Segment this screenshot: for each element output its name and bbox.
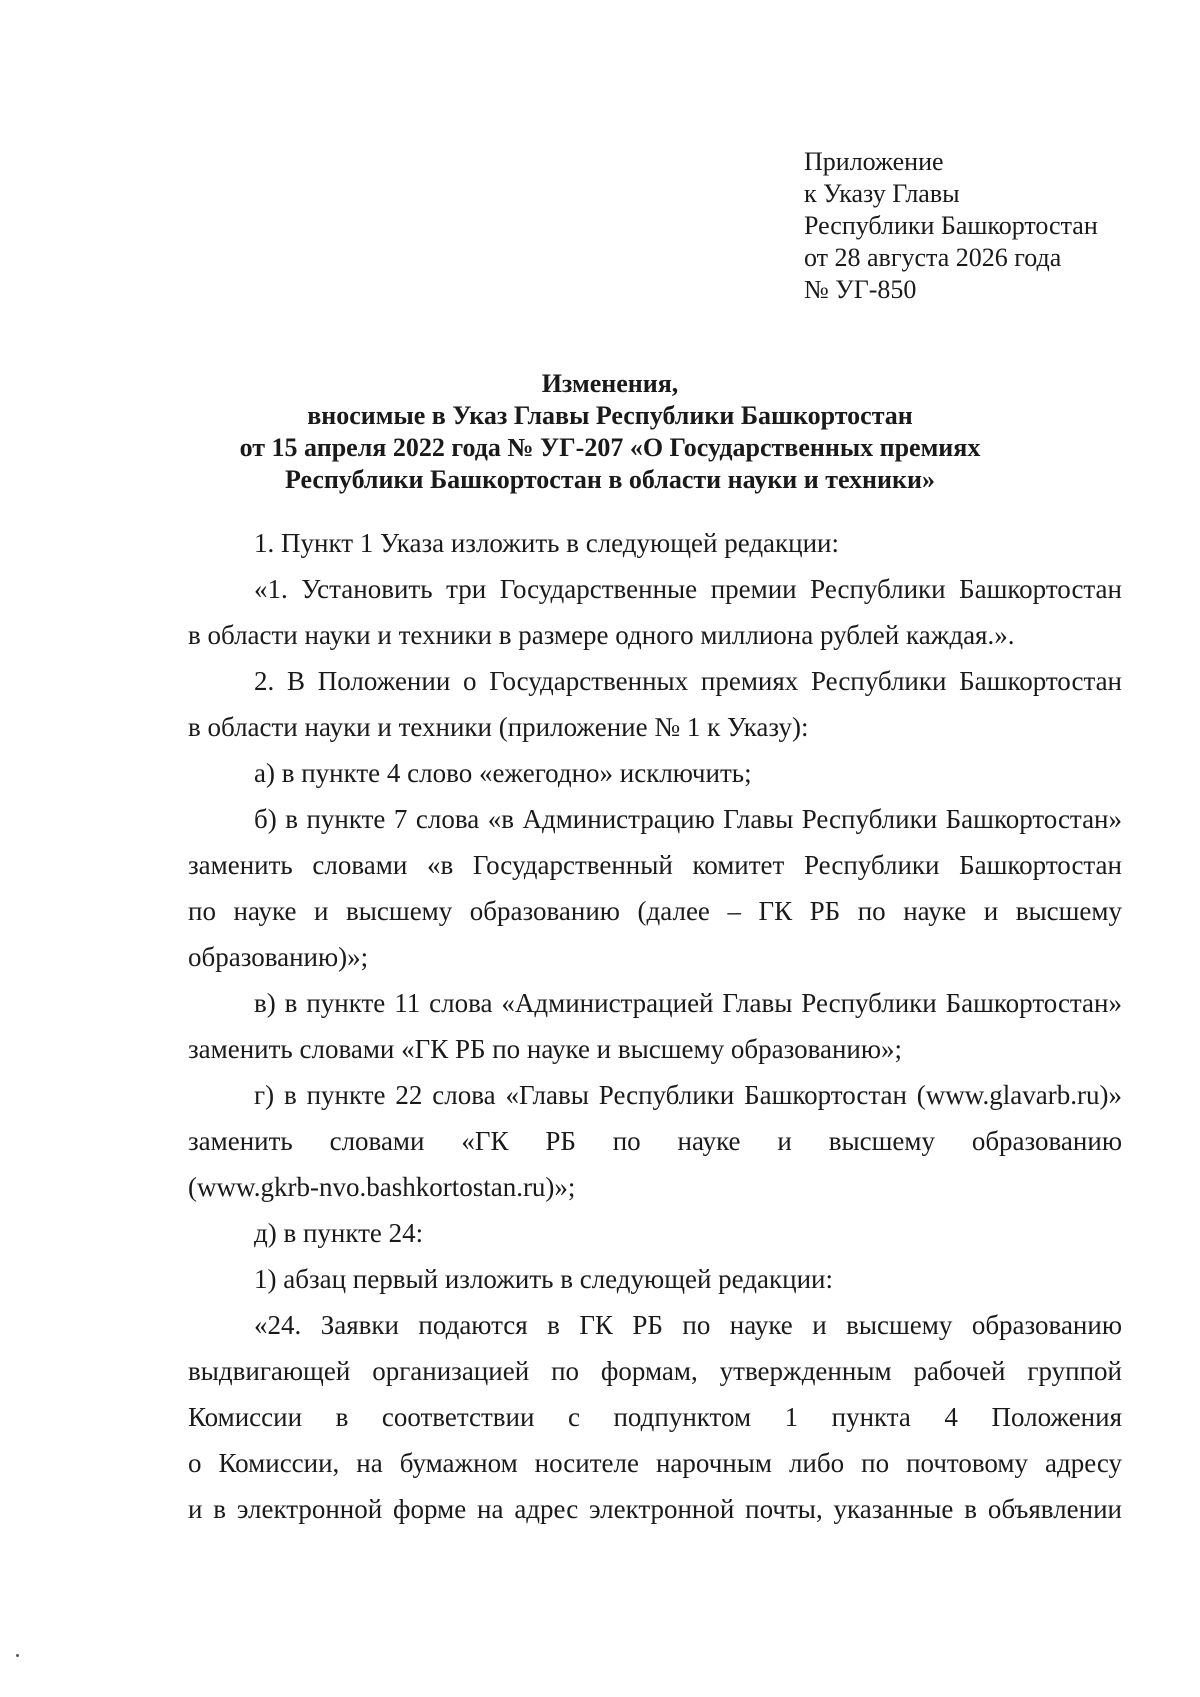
paragraph-7-line: г) в пункте 22 слова «Главы Республики Башкортостан (www.glavarb.ru)» xyxy=(254,1080,1122,1110)
paragraph-6-line: заменить словами «ГК РБ по науке и высшему образованию»; xyxy=(188,1034,903,1064)
paragraph-10-line: Комиссии в соответствии с подпунктом 1 пункта 4 Положения xyxy=(188,1402,1122,1432)
paragraph-9: 1) абзац первый изложить в следующей редакции: xyxy=(254,1264,833,1294)
paragraph-3-line: в области науки и техники (приложение № 1 к Указу): xyxy=(188,712,809,742)
paragraph-6-line: в) в пункте 11 слова «Администрацией Главы Республики Башкортостан» xyxy=(254,988,1122,1018)
paragraph-2-line: в области науки и техники в размере одного миллиона рублей каждая.». xyxy=(188,620,1015,650)
paragraph-10-line: выдвигающей организацией по формам, утвержденным рабочей группой xyxy=(188,1356,1122,1386)
paragraph-5-line: заменить словами «в Государственный комитет Республики Башкортостан xyxy=(188,850,1122,880)
title-line: Изменения, xyxy=(541,369,679,398)
paragraph-4: а) в пункте 4 слово «ежегодно» исключить; xyxy=(254,758,752,788)
title-line: Республики Башкортостан в области науки и техники» xyxy=(285,465,935,494)
paragraph-7-line: (www.gkrb-nvo.bashkortostan.ru)»; xyxy=(188,1172,576,1202)
paragraph-7-line: заменить словами «ГК РБ по науке и высшему образованию xyxy=(188,1126,1122,1156)
appendix-line: Приложение xyxy=(804,147,944,176)
paragraph-10-line: о Комиссии, на бумажном носителе нарочным либо по почтовому адресу xyxy=(188,1448,1122,1478)
paragraph-8: д) в пункте 24: xyxy=(254,1218,424,1248)
appendix-line: к Указу Главы xyxy=(804,179,960,208)
paragraph-5-line: б) в пункте 7 слова «в Администрацию Главы Республики Башкортостан» xyxy=(254,804,1122,834)
appendix-line: Республики Башкортостан xyxy=(804,211,1098,240)
appendix-line: № УГ-850 xyxy=(804,275,917,304)
paragraph-10-line: и в электронной форме на адрес электронной почты, указанные в объявлении xyxy=(188,1494,1122,1524)
paragraph-2-line: «1. Установить три Государственные премии Республики Башкортостан xyxy=(254,574,1122,604)
document-body xyxy=(188,520,1122,1532)
appendix-line: от 28 августа 2026 года xyxy=(804,243,1062,272)
paragraph-3-line: 2. В Положении о Государственных премиях Республики Башкортостан xyxy=(254,666,1122,696)
document-title xyxy=(150,368,1070,496)
appendix-header xyxy=(804,146,1164,306)
paragraph-10-line: «24. Заявки подаются в ГК РБ по науке и высшему образованию xyxy=(254,1310,1122,1340)
title-line: от 15 апреля 2022 года № УГ-207 «О Государственных премиях xyxy=(239,433,981,462)
paragraph-1: 1. Пункт 1 Указа изложить в следующей редакции: xyxy=(254,528,840,558)
title-line: вносимые в Указ Главы Республики Башкортостан xyxy=(307,401,913,430)
paragraph-5-line: образованию)»; xyxy=(188,942,369,972)
paragraph-5-line: по науке и высшему образованию (далее – ГК РБ по науке и высшему xyxy=(188,896,1122,926)
scan-speck xyxy=(16,1654,19,1657)
